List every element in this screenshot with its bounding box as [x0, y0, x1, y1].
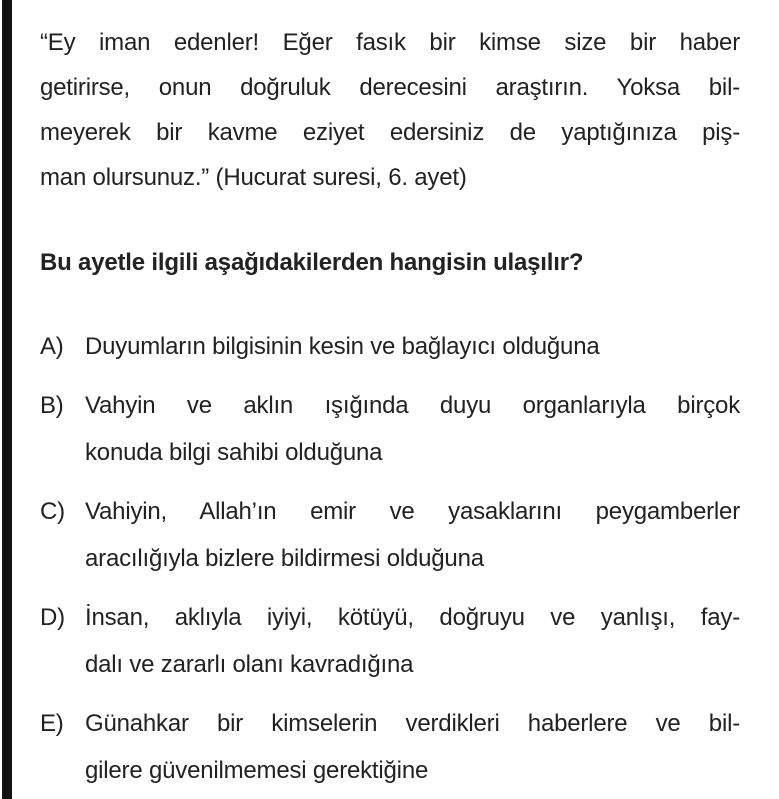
- option-e: [40, 700, 740, 794]
- verse-line-source: man olursunuz.” (Hucurat suresi, 6. ayet): [40, 164, 467, 191]
- option-line: Duyumların bilgisinin kesin ve bağlayıcı olduğuna: [85, 333, 600, 360]
- option-line: Vahiyin, Allah’ın emir ve yasaklarını peygamberler: [85, 498, 740, 525]
- option-line: konuda bilgi sahibi olduğuna: [85, 439, 383, 466]
- option-d-text: [85, 594, 740, 688]
- question-stem: Bu ayetle ilgili aşağıdakilerden hangisin ulaşılır?: [40, 249, 584, 276]
- verse-line: “Ey iman edenler! Eğer fasık bir kimse size bir haber: [40, 29, 740, 56]
- option-a-text: [85, 323, 740, 370]
- option-c-text: [85, 488, 740, 582]
- option-line: Günahkar bir kimselerin verdikleri haberlere ve bil-: [85, 710, 740, 737]
- option-line: İnsan, aklıyla iyiyi, kötüyü, doğruyu ve yanlışı, fay-: [85, 604, 740, 631]
- option-b-text: [85, 382, 740, 476]
- option-line: aracılığıyla bizlere bildirmesi olduğuna: [85, 545, 484, 572]
- verse-quote-paragraph: [40, 20, 740, 200]
- option-line: gilere güvenilmemesi gerektiğine: [85, 757, 429, 784]
- option-e-letter: E): [40, 710, 64, 737]
- option-d-letter: D): [40, 604, 65, 631]
- option-b-letter: B): [40, 392, 64, 419]
- option-a: [40, 323, 740, 370]
- option-line: Vahyin ve aklın ışığında duyu organlarıyla birçok: [85, 392, 740, 419]
- option-a-letter: A): [40, 333, 64, 360]
- option-d: [40, 594, 740, 688]
- option-c-letter: C): [40, 498, 65, 525]
- option-b: [40, 382, 740, 476]
- option-line: dalı ve zararlı olanı kavradığına: [85, 651, 414, 678]
- verse-line: meyerek bir kavme eziyet edersiniz de yaptığınıza piş-: [40, 119, 740, 146]
- verse-line: getirirse, onun doğruluk derecesini araştırın. Yoksa bil-: [40, 74, 740, 101]
- options-list: [40, 323, 740, 799]
- page-edge-bar: [2, 0, 12, 799]
- option-e-text: [85, 700, 740, 794]
- option-c: [40, 488, 740, 582]
